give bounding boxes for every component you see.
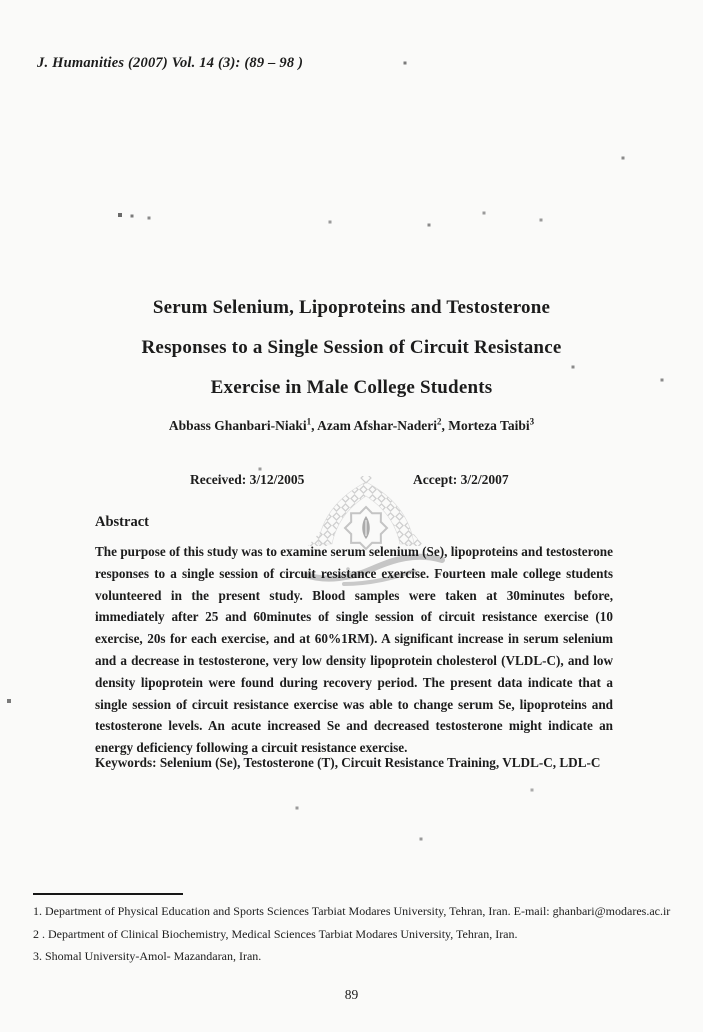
dates-row	[0, 472, 703, 492]
author-affiliation-sup: 2	[436, 416, 442, 427]
title-line-2: Responses to a Single Session of Circuit Resistance	[141, 337, 562, 358]
author-2	[317, 418, 448, 433]
journal-citation: J. Humanities (2007) Vol. 14 (3): (89 – 98 )	[37, 55, 304, 71]
author-3	[448, 418, 534, 433]
received-date: Received: 3/12/2005	[190, 472, 305, 487]
keywords-label: Keywords:	[95, 755, 157, 770]
paper-title	[0, 288, 703, 408]
keywords-text: Selenium (Se), Testosterone (T), Circuit Resistance Training, VLDL-C, LDL-C	[159, 755, 601, 770]
author-name: Morteza Taibi	[448, 418, 530, 433]
abstract-text: The purpose of this study was to examine serum selenium (Se), lipoproteins and testosterone responses to a single session of circuit resistance exercise. Fourteen male college students volunteered in the present study. Blood samples were taken at 30minutes before, immediately after 25 and 60minutes of single session of circuit resistance exercise (10 exercise, 20s for each exercise, and at 60%1RM). A significant increase in serum selenium and a decrease in testosterone, very low density lipoprotein cholesterol (VLDL-C), and low density lipoprotein were found during recovery period. The present data indicate that a single session of circuit resistance exercise was able to change serum Se, lipoproteins and testosterone levels. An acute increased Se and decreased testosterone might indicate an energy deficiency following a circuit resistance exercise.	[95, 544, 613, 756]
author-separator: ,	[441, 418, 449, 433]
scan-noise-dots	[0, 0, 2, 2]
footnote-2: 2 . Department of Clinical Biochemistry, Medical Sciences Tarbiat Modares University, Tehran, Iran.	[33, 926, 518, 941]
page-number: 89	[344, 987, 359, 1002]
keywords-line	[95, 755, 600, 771]
footnote-3: 3. Shomal University-Amol- Mazandaran, Iran.	[33, 949, 262, 963]
author-name: Abbass Ghanbari-Niaki	[168, 418, 307, 433]
footnote-divider	[33, 893, 183, 895]
footnotes	[33, 900, 698, 968]
author-affiliation-sup: 3	[529, 416, 535, 427]
author-affiliation-sup: 1	[306, 416, 312, 427]
abstract-heading: Abstract	[95, 514, 149, 530]
author-separator: ,	[311, 418, 318, 433]
author-name: Azam Afshar-Naderi	[317, 418, 437, 433]
authors-line	[0, 418, 703, 434]
footnote-1: 1. Department of Physical Education and Sports Sciences Tarbiat Modares University, Tehran, Iran. E-mail: ghanbari@modares.ac.ir	[33, 904, 671, 918]
author-1	[169, 418, 317, 433]
title-line-3: Exercise in Male College Students	[210, 377, 493, 398]
accepted-date: Accept: 3/2/2007	[413, 472, 509, 487]
title-line-1: Serum Selenium, Lipoproteins and Testosterone	[152, 297, 551, 318]
